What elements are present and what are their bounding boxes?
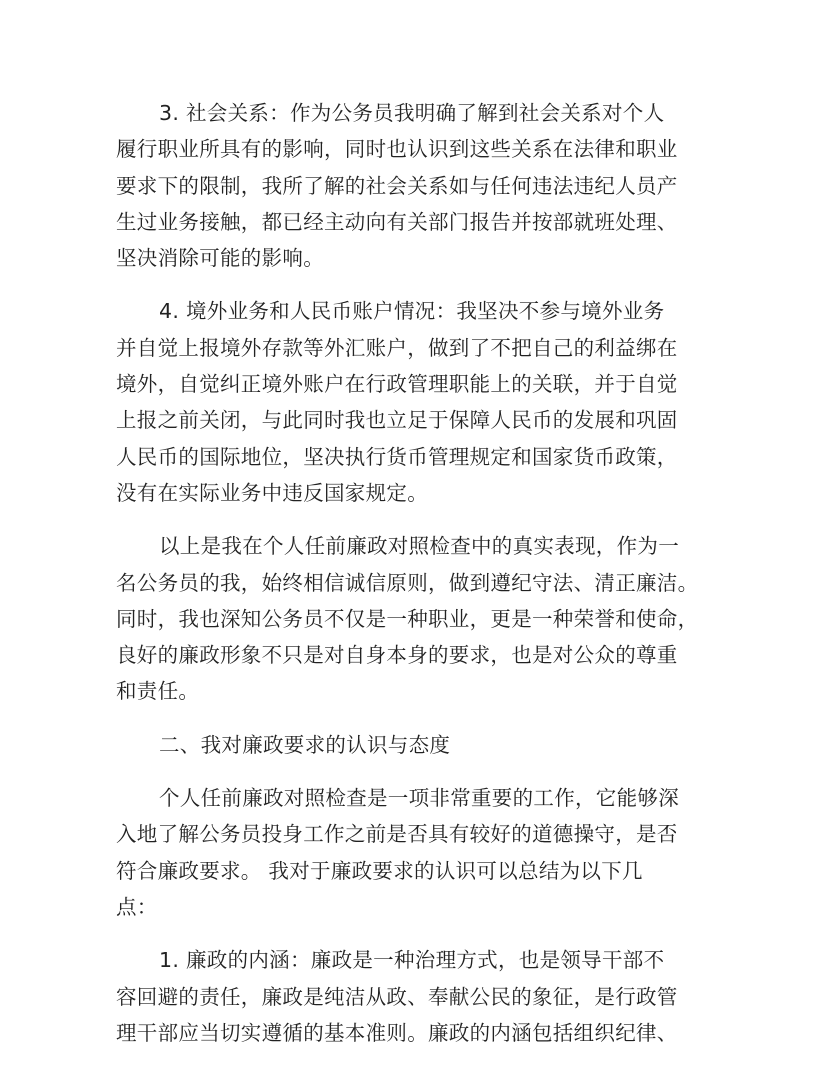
section-heading-two	[116, 727, 726, 763]
text-line: 点：	[116, 894, 158, 919]
text-line: 上报之前关闭，与此同时我也立足于保障人民币的发展和巩固	[116, 408, 678, 433]
text-line: 履行职业所具有的影响，同时也认识到这些关系在法律和职业	[116, 137, 678, 162]
text-line: 没有在实际业务中违反国家规定。	[116, 480, 428, 505]
paragraph-connotation	[116, 942, 726, 1051]
paragraph-social-relations	[116, 95, 726, 276]
text-line: 要求下的限制，我所了解的社会关系如与任何违法违纪人员产	[116, 173, 678, 198]
text-line: 名公务员的我，始终相信诚信原则，做到遵纪守法、清正廉洁。	[116, 570, 699, 595]
text-line: 坚决消除可能的影响。	[116, 246, 324, 271]
text-line: 良好的廉政形象不只是对自身本身的要求，也是对公众的尊重	[116, 643, 678, 668]
text-line: 人民币的国际地位，坚决执行货币管理规定和国家货币政策，	[116, 444, 678, 469]
text-line: 并自觉上报境外存款等外汇账户，做到了不把自己的利益绑在	[116, 335, 678, 360]
text-line: 以上是我在个人任前廉政对照检查中的真实表现，作为一	[159, 534, 679, 559]
paragraph-overseas-accounts	[116, 293, 726, 511]
text-line: 个人任前廉政对照检查是一项非常重要的工作，它能够深	[159, 786, 679, 811]
text-line: 和责任。	[116, 679, 200, 704]
paragraph-intro-requirements	[116, 780, 726, 925]
text-line: 境外，自觉纠正境外账户在行政管理职能上的关联，并于自觉	[116, 372, 678, 397]
text-line: 符合廉政要求。 我对于廉政要求的认识可以总结为以下几	[116, 858, 643, 883]
text-line: 生过业务接触，都已经主动向有关部门报告并按部就班处理、	[116, 209, 678, 234]
text-line: 入地了解公务员投身工作之前是否具有较好的道德操守，是否	[116, 822, 678, 847]
text-line: 容回避的责任，廉政是纯洁从政、奉献公民的象征，是行政管	[116, 984, 678, 1009]
text-line: 1. 廉政的内涵：廉政是一种治理方式，也是领导干部不	[159, 948, 665, 973]
text-line: 同时，我也深知公务员不仅是一种职业，更是一种荣誉和使命，	[116, 606, 699, 631]
text-line: 4. 境外业务和人民币账户情况：我坚决不参与境外业务	[159, 299, 665, 324]
document-body	[116, 95, 726, 1068]
text-line: 理干部应当切实遵循的基本准则。廉政的内涵包括组织纪律、	[116, 1020, 678, 1045]
text-line: 3. 社会关系：作为公务员我明确了解到社会关系对个人	[159, 101, 665, 125]
paragraph-summary	[116, 528, 726, 709]
heading-line: 二、我对廉政要求的认识与态度	[159, 732, 451, 757]
